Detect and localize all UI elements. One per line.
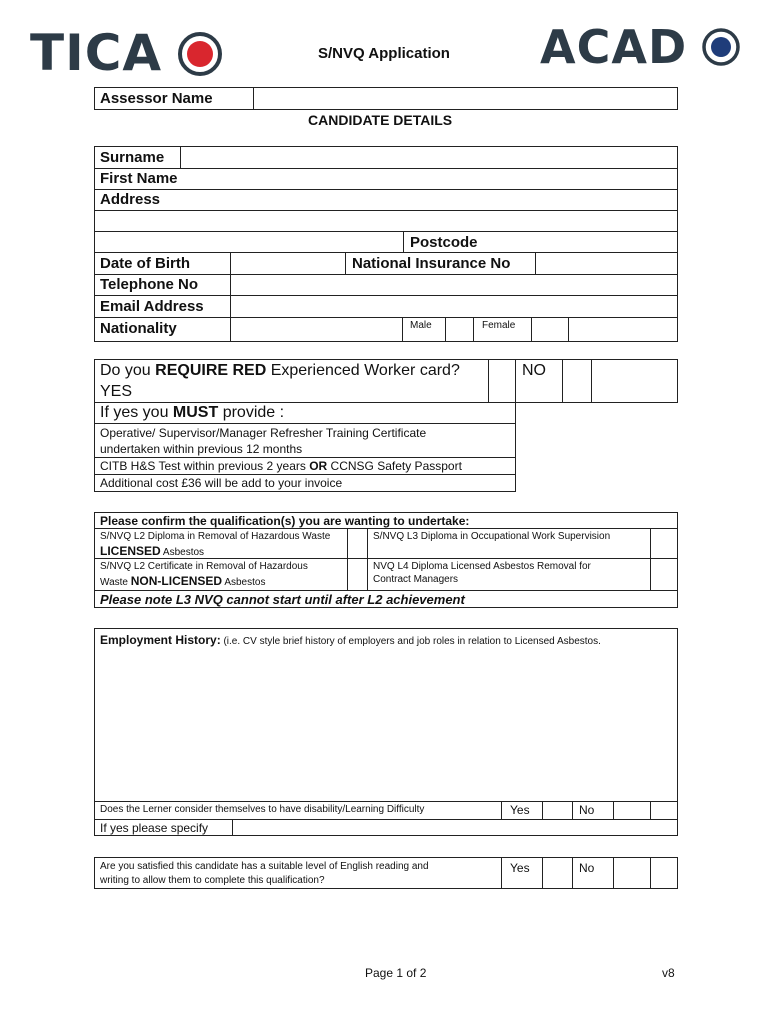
qual-l2-nonlicensed-line1: S/NVQ L2 Certificate in Removal of Hazardous bbox=[100, 561, 308, 572]
requirement-citb: CITB H&S Test within previous 2 years OR CCNSG Safety Passport bbox=[100, 459, 462, 473]
qual-l4-managers-checkbox[interactable] bbox=[651, 559, 677, 590]
tica-logo-circle-icon bbox=[178, 32, 222, 76]
red-card-yes-checkbox[interactable] bbox=[489, 360, 514, 402]
dob-label: Date of Birth bbox=[100, 255, 190, 272]
disability-specify-label: If yes please specify bbox=[100, 821, 209, 835]
assessor-name-field[interactable] bbox=[253, 87, 678, 110]
ni-label: National Insurance No bbox=[352, 255, 511, 272]
qual-l3-supervision: S/NVQ L3 Diploma in Occupational Work Supervision bbox=[373, 531, 611, 542]
disability-yes-label: Yes bbox=[510, 803, 530, 817]
english-yes-checkbox[interactable] bbox=[543, 858, 571, 888]
english-no-checkbox[interactable] bbox=[614, 858, 649, 888]
nationality-label: Nationality bbox=[100, 320, 177, 337]
qual-l4-managers-line2: Contract Managers bbox=[373, 574, 459, 585]
postcode-field[interactable] bbox=[500, 232, 677, 252]
dob-field[interactable] bbox=[231, 253, 344, 274]
qualification-note: Please note L3 NVQ cannot start until after L2 achievement bbox=[100, 592, 465, 607]
qual-l4-managers-line1: NVQ L4 Diploma Licensed Asbestos Removal for bbox=[373, 561, 591, 572]
english-no-label: No bbox=[579, 861, 595, 875]
qual-l2-nonlicensed-line2: Waste NON-LICENSED Asbestos bbox=[100, 574, 266, 588]
acad-logo-circle-icon bbox=[702, 28, 740, 66]
page-number: Page 1 of 2 bbox=[365, 966, 427, 980]
disability-specify-field[interactable] bbox=[233, 820, 677, 835]
english-question-line2: writing to allow them to complete this qualification? bbox=[100, 875, 325, 886]
address-label: Address bbox=[100, 191, 161, 208]
candidate-details-heading: CANDIDATE DETAILS bbox=[308, 112, 453, 128]
nationality-field[interactable] bbox=[231, 318, 401, 341]
ni-field[interactable] bbox=[536, 253, 677, 274]
page-title: S/NVQ Application bbox=[318, 45, 450, 62]
female-checkbox[interactable] bbox=[532, 318, 567, 341]
version-label: v8 bbox=[662, 966, 675, 980]
requirement-refresher-line1: Operative/ Supervisor/Manager Refresher Training Certificate bbox=[100, 426, 427, 440]
disability-no-label: No bbox=[579, 803, 595, 817]
first-name-label: First Name bbox=[100, 170, 178, 187]
telephone-label: Telephone No bbox=[100, 276, 199, 293]
female-label: Female bbox=[482, 320, 516, 331]
acad-logo-text: ACAD bbox=[540, 20, 688, 74]
requirement-cost: Additional cost £36 will be add to your invoice bbox=[100, 476, 343, 490]
postcode-label: Postcode bbox=[410, 234, 478, 251]
red-card-yes-label: YES bbox=[100, 383, 133, 400]
tica-logo bbox=[30, 24, 222, 82]
telephone-field[interactable] bbox=[231, 275, 677, 295]
male-checkbox[interactable] bbox=[446, 318, 472, 341]
must-provide-text: If yes you MUST provide : bbox=[100, 404, 285, 421]
red-card-no-label: NO bbox=[522, 362, 546, 379]
english-question-line1: Are you satisfied this candidate has a suitable level of English reading and bbox=[100, 861, 429, 872]
disability-yes-checkbox[interactable] bbox=[543, 802, 571, 819]
tica-logo-text: TICA bbox=[30, 24, 163, 82]
email-field[interactable] bbox=[231, 296, 677, 317]
english-yes-label: Yes bbox=[510, 861, 530, 875]
email-label: Email Address bbox=[100, 298, 204, 315]
red-card-no-checkbox[interactable] bbox=[563, 360, 590, 402]
first-name-field[interactable] bbox=[200, 169, 677, 189]
qual-l3-supervision-checkbox[interactable] bbox=[651, 529, 677, 558]
disability-no-checkbox[interactable] bbox=[614, 802, 649, 819]
acad-logo bbox=[540, 20, 740, 74]
qual-l2-licensed-line1: S/NVQ L2 Diploma in Removal of Hazardous Waste bbox=[100, 531, 331, 542]
employment-history-field[interactable] bbox=[95, 648, 677, 801]
requirement-refresher-line2: undertaken within previous 12 months bbox=[100, 442, 303, 456]
qual-l2-licensed-checkbox[interactable] bbox=[348, 529, 366, 558]
qual-l2-licensed-line2: LICENSED Asbestos bbox=[100, 544, 205, 558]
qual-l2-nonlicensed-checkbox[interactable] bbox=[348, 559, 366, 590]
surname-label: Surname bbox=[100, 149, 165, 166]
red-card-question: Do you REQUIRE RED Experienced Worker card? bbox=[100, 362, 460, 379]
disability-question: Does the Lerner consider themselves to have disability/Learning Difficulty bbox=[100, 804, 425, 815]
qualifications-heading: Please confirm the qualification(s) you are wanting to undertake: bbox=[100, 514, 470, 528]
assessor-label: Assessor Name bbox=[100, 90, 213, 107]
male-label: Male bbox=[410, 320, 432, 331]
surname-field[interactable] bbox=[181, 147, 677, 168]
employment-history-label: Employment History: (i.e. CV style brief history of employers and job roles in relation to Licensed Asbestos. bbox=[100, 633, 601, 647]
